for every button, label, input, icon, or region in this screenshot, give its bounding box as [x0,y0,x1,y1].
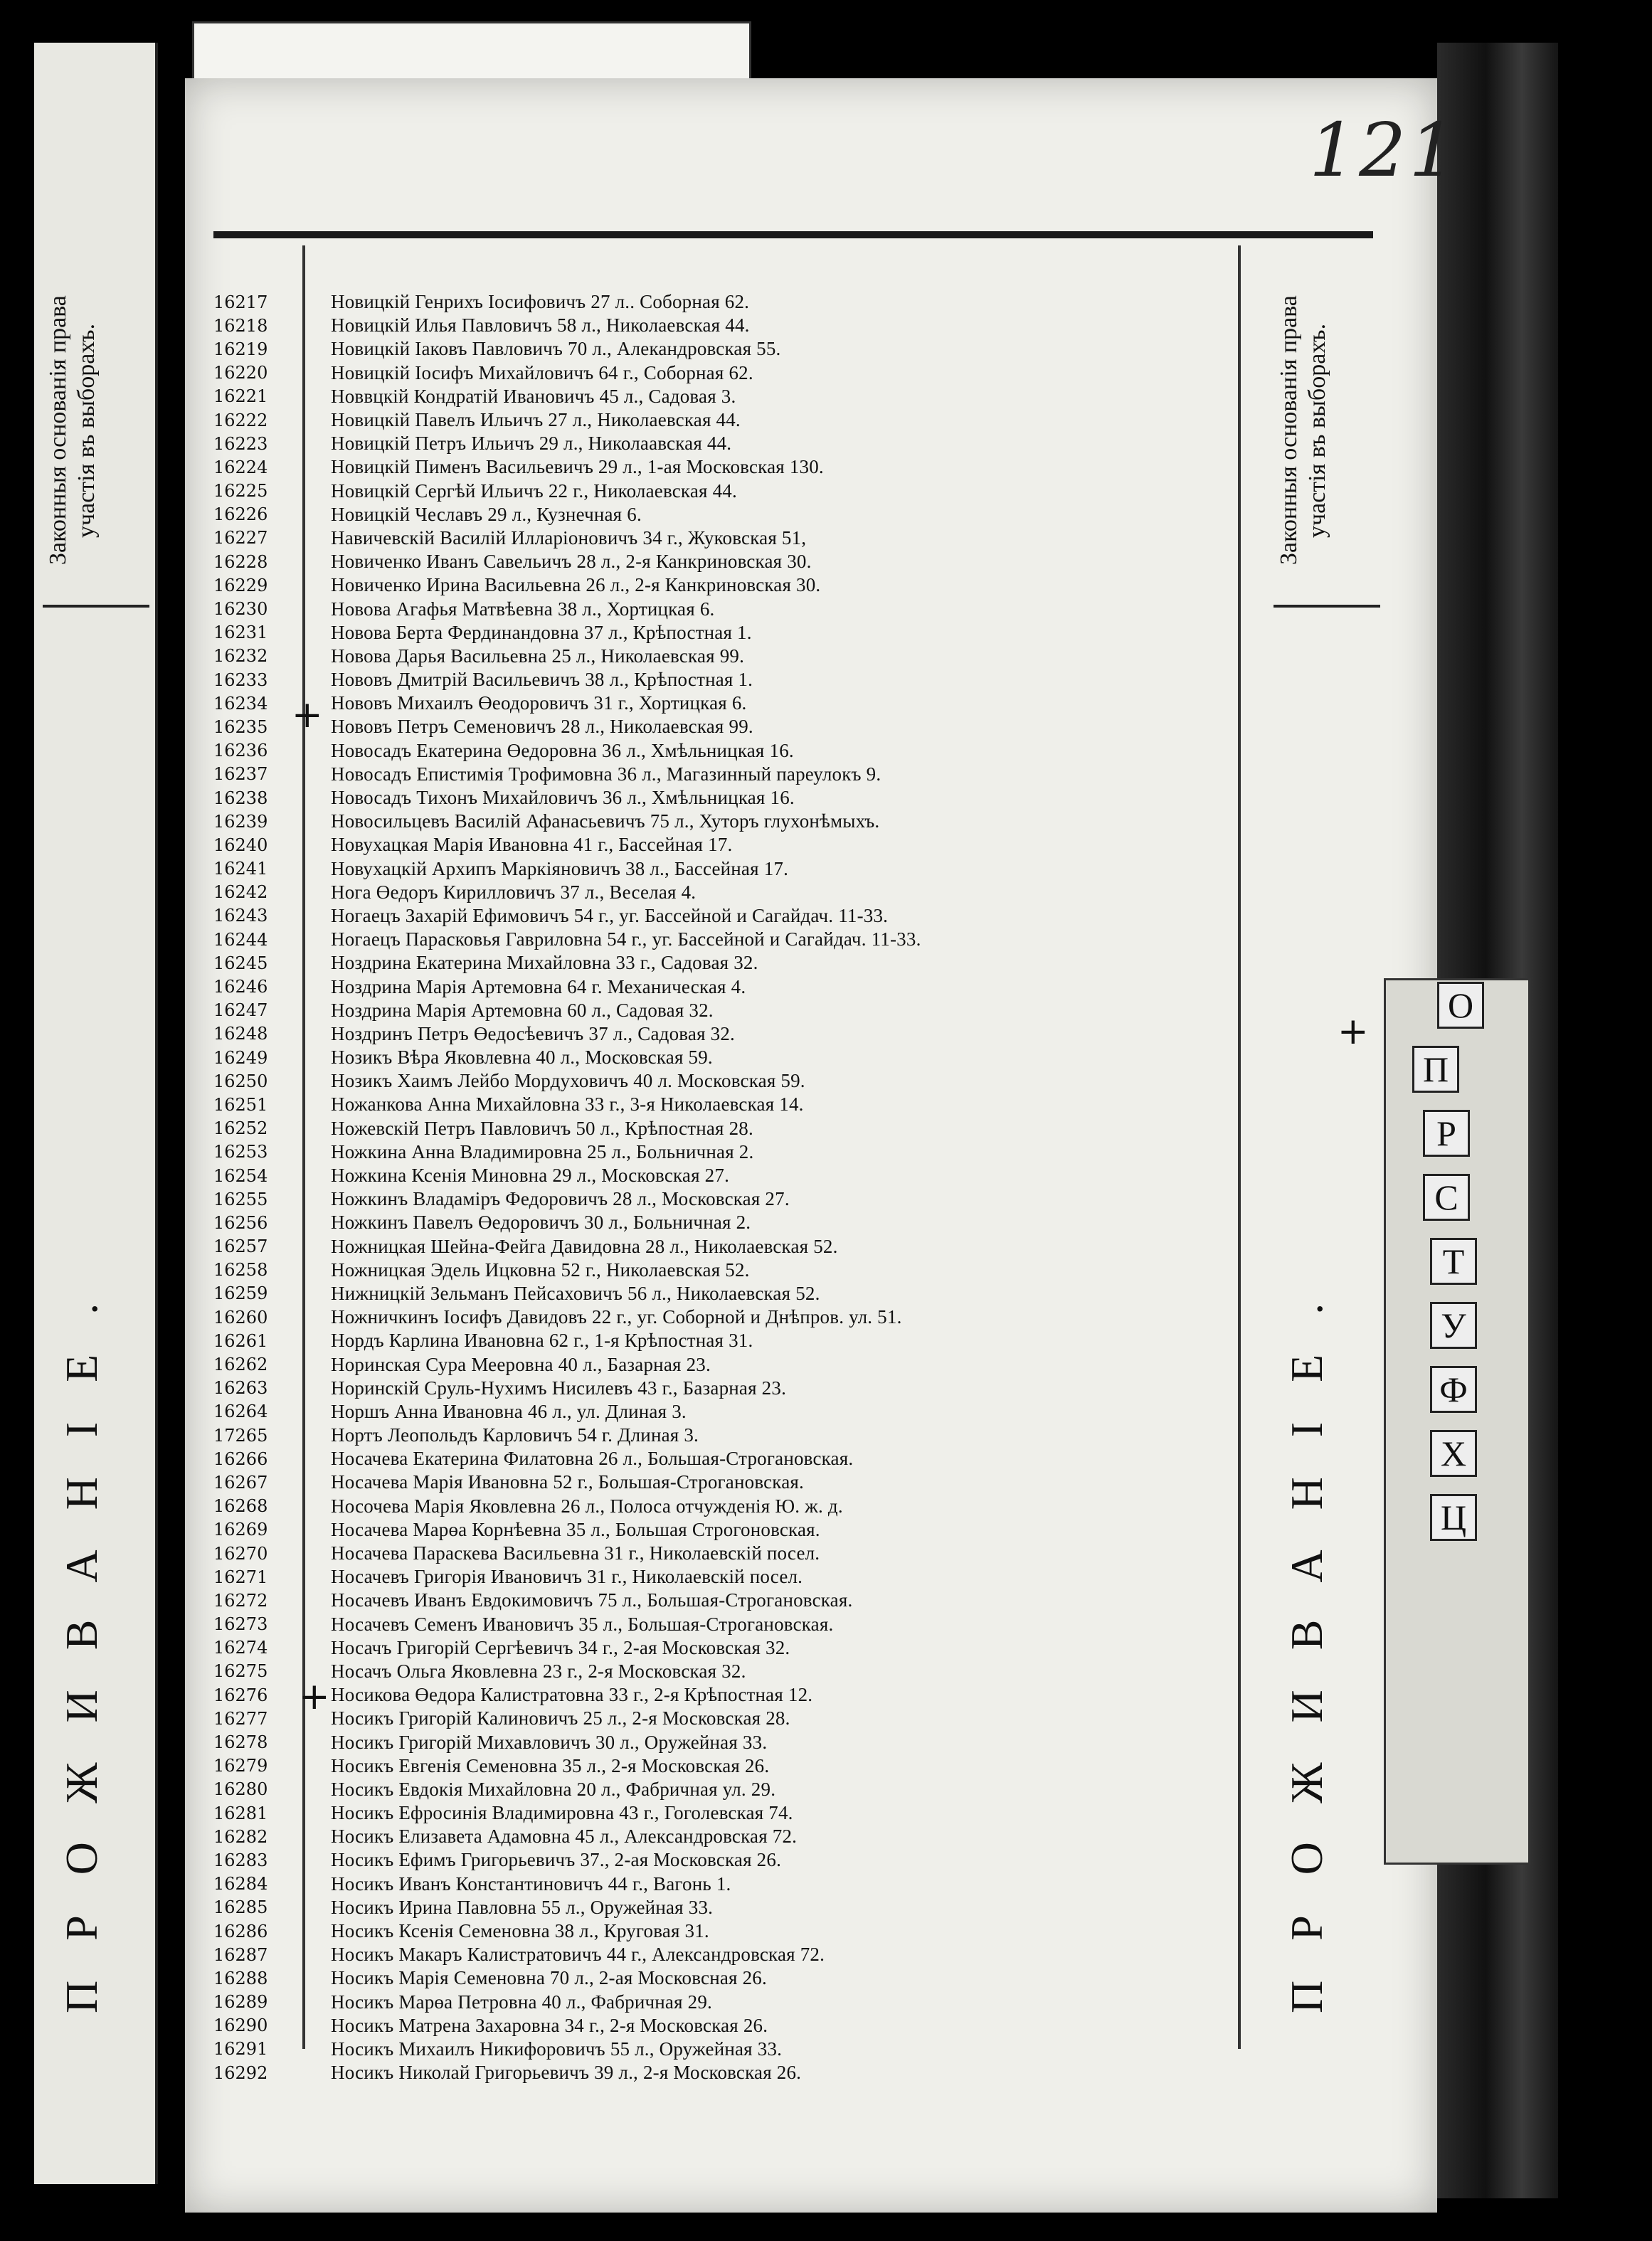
entry-number: 16248 [213,1024,268,1044]
list-item [213,763,1224,786]
handwritten-mark: + [1338,1010,1369,1053]
list-item [213,1589,1224,1612]
entry-text: Новицкій Илья Павловичъ 58 л., Николаевская 44. [331,314,750,337]
list-item [213,597,1224,620]
list-item [213,881,1224,904]
entry-text: Ножкина Ксенія Миновна 29 л., Московская 27. [331,1165,730,1187]
list-item [213,550,1224,573]
entry-text: Ножкинъ Павелъ Өедоровичъ 30 л., Больничная 2. [331,1212,751,1234]
entry-text: Нордъ Карлина Ивановна 62 г., 1-я Крѣпостная 31. [331,1330,753,1352]
entry-text: Носикъ Николай Григорьевичъ 39 л., 2-я Московская 26. [331,2062,802,2084]
entry-number: 16238 [213,788,268,808]
entry-number: 16257 [213,1236,268,1257]
entry-number: 16267 [213,1472,268,1493]
entry-number: 16287 [213,1944,268,1965]
entry-number: 16249 [213,1047,268,1068]
entry-text: Носачева Марөа Корнѣевна 35 л., Большая Строгоновская. [331,1518,820,1540]
entry-text: Норинскій Сруль-Нухимъ Нисилевъ 43 г., Базарная 23. [331,1377,787,1399]
list-item [213,1377,1224,1400]
list-item [213,1778,1224,1801]
entry-text: Носикъ Михаилъ Никифоровичъ 55 л., Оружейная 33. [331,2038,783,2060]
entry-number: 16224 [213,457,268,477]
entry-number: 16223 [213,433,268,454]
entry-number: 16289 [213,1992,268,2013]
list-item [213,385,1224,408]
entry-text: Носикъ Марөа Петровна 40 л., Фабричная 29. [331,1991,713,2013]
list-item [213,1730,1224,1754]
index-tab-kh: Х [1430,1430,1477,1477]
list-item [213,526,1224,550]
entry-text: Носикъ Иванъ Константиновичъ 44 г., Вагонь 1. [331,1872,731,1895]
handwritten-mark: + [299,1675,330,1718]
entry-text: Нозикъ Хаимъ Лейбо Мордуховичъ 40 л. Московская 59. [331,1070,805,1092]
entry-text: Нижницкій Зельманъ Пейсаховичъ 56 л., Николаевская 52. [331,1282,820,1304]
list-item [213,1754,1224,1778]
entry-number: 16277 [213,1708,268,1729]
entry-text: Новвцкій Кондратій Ивановичъ 45 л., Садовая 3. [331,385,736,407]
list-item [213,1164,1224,1187]
entry-number: 16262 [213,1355,268,1375]
list-item [213,1848,1224,1872]
list-item [213,314,1224,337]
list-item [213,1352,1224,1376]
entry-text: Носикъ Евгенія Семеновна 35 л., 2-я Московская 26. [331,1754,770,1776]
entry-text: Нортъ Леопольдъ Карловичъ 54 г. Длиная 3. [331,1424,699,1446]
entry-number: 16253 [213,1142,268,1162]
entry-text: Новосадъ Епистимія Трофимовна 36 л., Магазинный пареулокъ 9. [331,763,881,785]
list-item [213,1187,1224,1211]
list-item [213,573,1224,597]
entry-text: Носикъ Григорій Калиновичъ 25 л., 2-я Московская 28. [331,1707,790,1729]
entry-number: 16272 [213,1590,268,1611]
entry-text: Носикъ Макаръ Калистратовичъ 44 г., Александровская 72. [331,1944,825,1966]
right-header-rule [1274,605,1380,608]
entry-number: 16230 [213,599,268,620]
entry-number: 16221 [213,386,268,407]
entry-number: 16247 [213,1000,268,1021]
index-tab-s: С [1423,1174,1470,1221]
entry-text: Ногаецъ Захарій Ефимовичъ 54 г., уг. Бассейной и Сагайдач. 11-33. [331,904,889,926]
entry-text: Нозикъ Вѣра Яковлевна 40 л., Московская 59. [331,1047,713,1069]
list-item [213,2014,1224,2038]
list-item [213,1565,1224,1589]
entry-number: 16258 [213,1260,268,1281]
entry-number: 16218 [213,315,268,336]
entry-number: 16229 [213,575,268,595]
entry-text: Носикъ Марія Семеновна 70 л., 2-ая Московсная 26. [331,1967,767,1989]
entry-text: Носачева Марія Ивановна 52 г., Большая-Строгановская. [331,1471,804,1493]
left-column-header: Законныя основанія права участія въ выборахъ. [45,295,100,566]
entry-text: Новицкій Петръ Ильичъ 29 л., Николаавская 44. [331,433,732,455]
list-item [213,455,1224,479]
list-item [213,1282,1224,1305]
entry-text: Носачевъ Григорія Ивановичъ 31 г., Николаевскій посел. [331,1566,803,1588]
entry-number: 16273 [213,1614,268,1635]
list-item [213,692,1224,715]
entry-number: 16227 [213,528,268,549]
entry-text: Навичевскій Василій Илларіоновичъ 34 г., Жуковская 51, [331,526,807,549]
entry-number: 16250 [213,1071,268,1091]
entry-text: Ножницкая Шейна-Фейга Давидовна 28 л., Николаевская 52. [331,1235,838,1257]
entry-number: 16233 [213,669,268,690]
entry-number: 16283 [213,1850,268,1870]
index-tab-o: О [1437,982,1484,1029]
entry-text: Носикъ Евдокія Михайловна 20 л., Фабричная ул. 29. [331,1778,776,1800]
list-item [213,1896,1224,1919]
entry-text: Носачевъ Семенъ Ивановичъ 35 л., Большая-Строгановская. [331,1613,834,1635]
entry-number: 16281 [213,1803,268,1823]
entry-text: Новицкій Павелъ Ильичъ 27 л., Николаевская 44. [331,409,741,431]
entry-text: Новицкій Пименъ Васильевичъ 29 л., 1-ая Московская 130. [331,456,824,478]
entry-number: 16278 [213,1732,268,1753]
list-item [213,1022,1224,1046]
list-item [213,1943,1224,1966]
list-item [213,1919,1224,1943]
list-item [213,1424,1224,1447]
entry-text: Нoвовъ Дмитрій Васильевичъ 38 л., Крѣпостная 1. [331,669,753,691]
entry-number: 16261 [213,1330,268,1351]
entry-text: Ноздрина Марія Артемовна 64 г. Механическая 4. [331,975,746,997]
entry-number: 16269 [213,1520,268,1540]
list-item [213,1471,1224,1494]
entry-number: 16245 [213,953,268,973]
list-item [213,337,1224,361]
entry-text: Новиченко Иванъ Савельичъ 28 л., 2-я Канкриновская 30. [331,551,812,573]
entry-text: Носикъ Матрена Захаровна 34 г., 2-я Московская 26. [331,2014,768,2036]
entry-text: Носачева Екатерина Филатовна 26 л., Большая-Строгановская. [331,1448,854,1470]
entry-text: Носикова Өедора Калистратовна 33 г., 2-я Крѣпостная 12. [331,1684,813,1706]
list-item [213,857,1224,881]
list-item [213,904,1224,928]
list-item [213,645,1224,668]
entry-text: Нoвова Агафья Матвѣевна 38 л., Хортицкая 6. [331,598,715,620]
entry-text: Ножницкая Эдель Ицковна 52 г., Николаевская 52. [331,1259,750,1281]
list-item [213,2061,1224,2084]
entry-number: 16260 [213,1307,268,1328]
entry-number: 16235 [213,716,268,737]
entry-text: Ноздринъ Петръ Өедосѣевичъ 37 л., Садовая 32. [331,1022,735,1044]
entry-number: 16240 [213,835,268,855]
index-tab-ts: Ц [1430,1494,1477,1541]
list-item [213,1707,1224,1730]
entry-text: Норинская Сура Меерoвна 40 л., Базарная 23. [331,1353,711,1375]
handwritten-mark: + [292,694,323,736]
entry-number: 16220 [213,363,268,383]
entry-text: Ноздрина Марія Артемовна 60 л., Садовая 32. [331,999,714,1021]
entry-number: 16275 [213,1661,268,1682]
right-column-rule [1238,245,1241,2049]
list-item [213,361,1224,385]
entry-text: Новицкій Сергѣй Ильичъ 22 г., Николаевская 44. [331,480,737,502]
entry-text: Носочева Марія Яковлевна 26 л., Полоса отчужденія Ю. ж. д. [331,1495,843,1517]
list-item [213,503,1224,526]
entry-number: 16284 [213,1874,268,1895]
entry-text: Носачъ Ольга Яковлевна 23 г., 2-я Московская 32. [331,1660,746,1682]
entry-text: Нога Өедоръ Кирилловичъ 37 л., Веселая 4. [331,881,697,903]
list-item [213,1069,1224,1093]
entry-number: 16282 [213,1826,268,1847]
entry-text: Норшъ Анна Ивановна 46 л., ул. Длиная 3. [331,1400,687,1422]
entry-number: 16246 [213,977,268,997]
list-item [213,1400,1224,1424]
entry-number: 16226 [213,504,268,525]
list-item [213,1140,1224,1164]
entry-text: Носикъ Ирина Павловна 55 л., Оружейная 33. [331,1896,714,1918]
list-item [213,408,1224,432]
entry-number: 16237 [213,764,268,785]
list-item [213,1329,1224,1352]
entry-text: Носачевъ Иванъ Евдокимовичъ 75 л., Большая-Строгановская. [331,1589,853,1611]
list-item [213,1117,1224,1140]
list-item [213,1235,1224,1259]
entry-text: Носикъ Ксенія Семеновна 38 л., Круговая 31. [331,1920,709,1942]
entry-number: 16291 [213,2039,268,2060]
entry-text: Носикъ Григорій Михавловичъ 30 л., Оружейная 33. [331,1731,768,1753]
entry-number: 16234 [213,693,268,714]
list-item [213,1542,1224,1565]
entry-number: 16270 [213,1543,268,1564]
entry-text: Носикъ Ефросинія Владимировна 43 г., Гоголевская 74. [331,1802,793,1824]
list-item [213,715,1224,738]
entry-text: Новицкій Чеславъ 29 л., Кузнечная 6. [331,503,642,525]
entry-text: Нoвовъ Петръ Семеновичъ 28 л., Николаевская 99. [331,716,753,738]
entry-number: 16266 [213,1448,268,1469]
index-tab-t: Т [1430,1238,1477,1285]
entry-number: 16244 [213,929,268,950]
list-item [213,833,1224,857]
list-item [213,621,1224,645]
entry-text: Носачева Параскева Васильевна 31 г., Николаевскій посел. [331,1542,820,1564]
entry-number: 16292 [213,2062,268,2083]
list-item [213,1447,1224,1471]
top-rule [213,231,1373,238]
entry-text: Новицкій Генрихъ Іосифовичъ 27 л.. Соборная 62. [331,291,750,313]
entry-text: Ножничкинъ Іосифъ Давидовъ 22 г., уг. Соборной и Днѣпров. ул. 51. [331,1306,902,1328]
entry-text: Новосадъ Тихонъ Михайловичъ 36 л., Хмѣльницкая 16. [331,787,795,809]
entry-number: 16280 [213,1779,268,1800]
entry-text: Новосильцевъ Василій Афанасьевичъ 75 л., Хуторъ глухонѣмыхъ. [331,810,880,832]
entry-number: 16219 [213,339,268,359]
index-tab-p: П [1412,1046,1459,1093]
entry-text: Ножкинъ Владаміръ Федоровичъ 28 л., Московская 27. [331,1188,790,1210]
entry-number: 16222 [213,410,268,430]
entry-number: 16274 [213,1638,268,1658]
entry-number: 16290 [213,2015,268,2036]
entry-text: Ножкина Анна Владимировна 25 л., Больничная 2. [331,1140,754,1162]
entry-text: Новицкій Іаковъ Павловичъ 70 л., Алекандровская 55. [331,338,781,360]
entry-number: 16288 [213,1968,268,1988]
list-item [213,1636,1224,1660]
entry-text: Ножанкова Анна Михайловна 33 г., 3-я Николаевская 14. [331,1093,804,1116]
list-item [213,1093,1224,1116]
list-item [213,1046,1224,1069]
entry-text: Ножевскій Петръ Павловичъ 50 л., Крѣпостная 28. [331,1117,753,1139]
entry-text: Новицкій Іосифъ Михайловичъ 64 г., Соборная 62. [331,361,753,383]
entry-text: Носикъ Ефимъ Григорьевичъ 37., 2-ая Московская 26. [331,1849,782,1871]
list-item [213,1259,1224,1282]
entry-number: 16279 [213,1756,268,1776]
entry-number: 16256 [213,1212,268,1233]
entry-number: 16259 [213,1283,268,1304]
list-item [213,1211,1224,1234]
entry-text: Носачъ Григорій Сергѣевичъ 34 г., 2-ая Московская 32. [331,1636,790,1658]
index-tab-u: У [1430,1302,1477,1349]
list-item [213,810,1224,833]
list-item [213,739,1224,763]
left-vertical-title: ПРОЖИВАНІЕ. [56,1263,107,2013]
list-item [213,1518,1224,1542]
entry-text: Нoвовъ Михаилъ Өеодоровичъ 31 г., Хортицкая 6. [331,692,747,714]
left-header-rule [43,605,149,608]
list-item [213,1801,1224,1825]
entry-number: 16285 [213,1897,268,1918]
entry-number: 16217 [213,292,268,312]
entry-number: 16252 [213,1118,268,1139]
index-tab-f: Ф [1430,1366,1477,1413]
list-item [213,1966,1224,1990]
entry-number: 16264 [213,1402,268,1422]
entry-text: Новухацкая Марія Ивановна 41 г., Бассейная 17. [331,834,733,856]
list-item [213,668,1224,692]
list-item [213,290,1224,314]
list-item [213,951,1224,975]
entry-number: 16268 [213,1496,268,1517]
entry-number: 16232 [213,646,268,667]
entry-number: 16236 [213,741,268,761]
list-item [213,432,1224,455]
entry-number: 16263 [213,1378,268,1399]
entry-number: 16254 [213,1165,268,1186]
entry-text: Новиченко Ирина Васильевна 26 л., 2-я Канкриновская 30. [331,574,821,596]
right-column-header: Законныя основанія права участія въ выборахъ. [1276,295,1330,566]
entry-number: 16225 [213,481,268,502]
list-item [213,1660,1224,1683]
entry-text: Новосадъ Екатерина Өедоровна 36 л., Хмѣльницкая 16. [331,739,794,761]
index-tab-r: Р [1423,1110,1470,1157]
list-item [213,2038,1224,2061]
entry-number: 16251 [213,1094,268,1115]
entry-text: Носикъ Елизавета Адамовна 45 л., Александровская 72. [331,1826,798,1848]
list-item [213,786,1224,810]
entry-number: 16228 [213,551,268,572]
entry-number: 16255 [213,1189,268,1209]
list-item [213,928,1224,951]
entry-number: 16231 [213,622,268,643]
entry-number: 17265 [213,1425,268,1446]
entry-number: 16239 [213,811,268,832]
right-vertical-title: ПРОЖИВАНІЕ. [1281,1263,1332,2013]
list-item [213,1683,1224,1707]
entry-number: 16241 [213,859,268,879]
page-number: 121 [1309,107,1459,194]
list-item [213,1613,1224,1636]
list-item [213,999,1224,1022]
entry-number: 16286 [213,1921,268,1941]
resident-list [213,290,1224,2084]
entry-number: 16276 [213,1685,268,1705]
entry-text: Нoвова Дарья Васильевна 25 л., Николаевская 99. [331,645,745,667]
entry-text: Ногаецъ Парасковья Гавриловна 54 г., уг. Бассейной и Сагайдач. 11-33. [331,928,921,950]
list-item [213,975,1224,998]
list-item [213,1872,1224,1896]
entry-text: Нoвова Берта Фердинандовна 37 л., Крѣпостная 1. [331,621,752,643]
list-item [213,1825,1224,1848]
entry-text: Ноздрина Екатерина Михайловна 33 г., Садовая 32. [331,952,758,974]
entry-number: 16242 [213,882,268,903]
entry-text: Новухацкій Архипъ Маркіяновичъ 38 л., Бассейная 17. [331,857,789,879]
list-item [213,1991,1224,2014]
list-item [213,1495,1224,1518]
list-item [213,480,1224,503]
entry-number: 16243 [213,906,268,926]
list-item [213,1305,1224,1329]
entry-number: 16271 [213,1567,268,1587]
